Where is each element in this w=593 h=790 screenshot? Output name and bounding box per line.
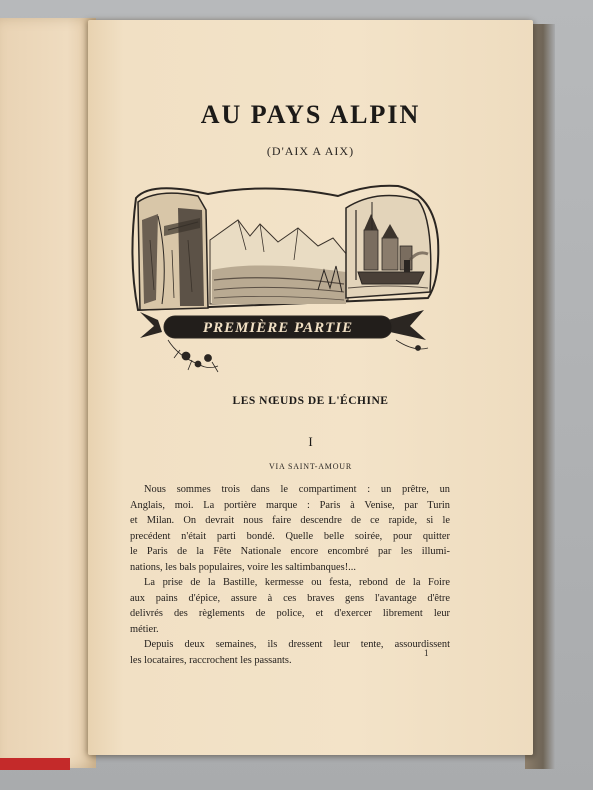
vignette-illustration — [128, 180, 440, 380]
body-text — [130, 482, 450, 668]
banner — [140, 310, 426, 340]
red-page-edge — [0, 758, 70, 770]
chapter-number: I — [308, 434, 313, 449]
page-title: AU PAYS ALPIN — [200, 100, 421, 129]
text-line: aux pains d'épice, assure à ces braves gens l'avantage d'être — [130, 592, 450, 604]
page-number: 1 — [424, 648, 429, 658]
paragraph — [130, 575, 450, 637]
text-line: les locataires, raccrochent les passants. — [130, 654, 292, 666]
text-line: precédent n'était parti bondé. Quelle belle soirée, pour quitter — [130, 530, 450, 542]
text-line: métier. — [130, 623, 159, 635]
right-page — [88, 20, 533, 755]
page-subtitle: (D'AIX A AIX) — [266, 144, 355, 158]
section-title: LES NŒUDS DE L'ÉCHINE — [232, 395, 389, 407]
paragraph — [130, 482, 450, 575]
gorge-panel — [138, 193, 208, 310]
text-line: La prise de la Bastille, kermesse ou festa, rebond de la Foire — [144, 577, 450, 588]
banner-text: PREMIÈRE PARTIE — [202, 320, 354, 336]
left-page — [0, 18, 96, 768]
text-line: Nous sommes trois dans le compartiment : un prêtre, un — [144, 484, 450, 495]
paragraph — [130, 637, 450, 668]
chapter-title: VIA SAINT-AMOUR — [268, 462, 353, 471]
text-line: nations, les bals populaires, voire les saltimbanques!... — [130, 561, 356, 573]
floral-ornament — [168, 340, 428, 372]
castle-panel — [346, 196, 431, 299]
text-line: Anglais, moi. La portière marque : Paris à Venise, par Turin — [130, 499, 450, 511]
text-line: le Paris de la Fête Nationale encore encombré par les illumi- — [130, 546, 450, 557]
book — [0, 18, 560, 778]
text-line: et Milan. On devrait nous faire descendre de ce rapide, si le — [130, 515, 450, 526]
mountain-scene — [210, 220, 348, 304]
text-line: delivrés des règlements de police, et d'exercer librement leur — [130, 608, 450, 619]
text-line: Depuis deux semaines, ils dressent leur tente, assourdissent — [144, 639, 450, 650]
